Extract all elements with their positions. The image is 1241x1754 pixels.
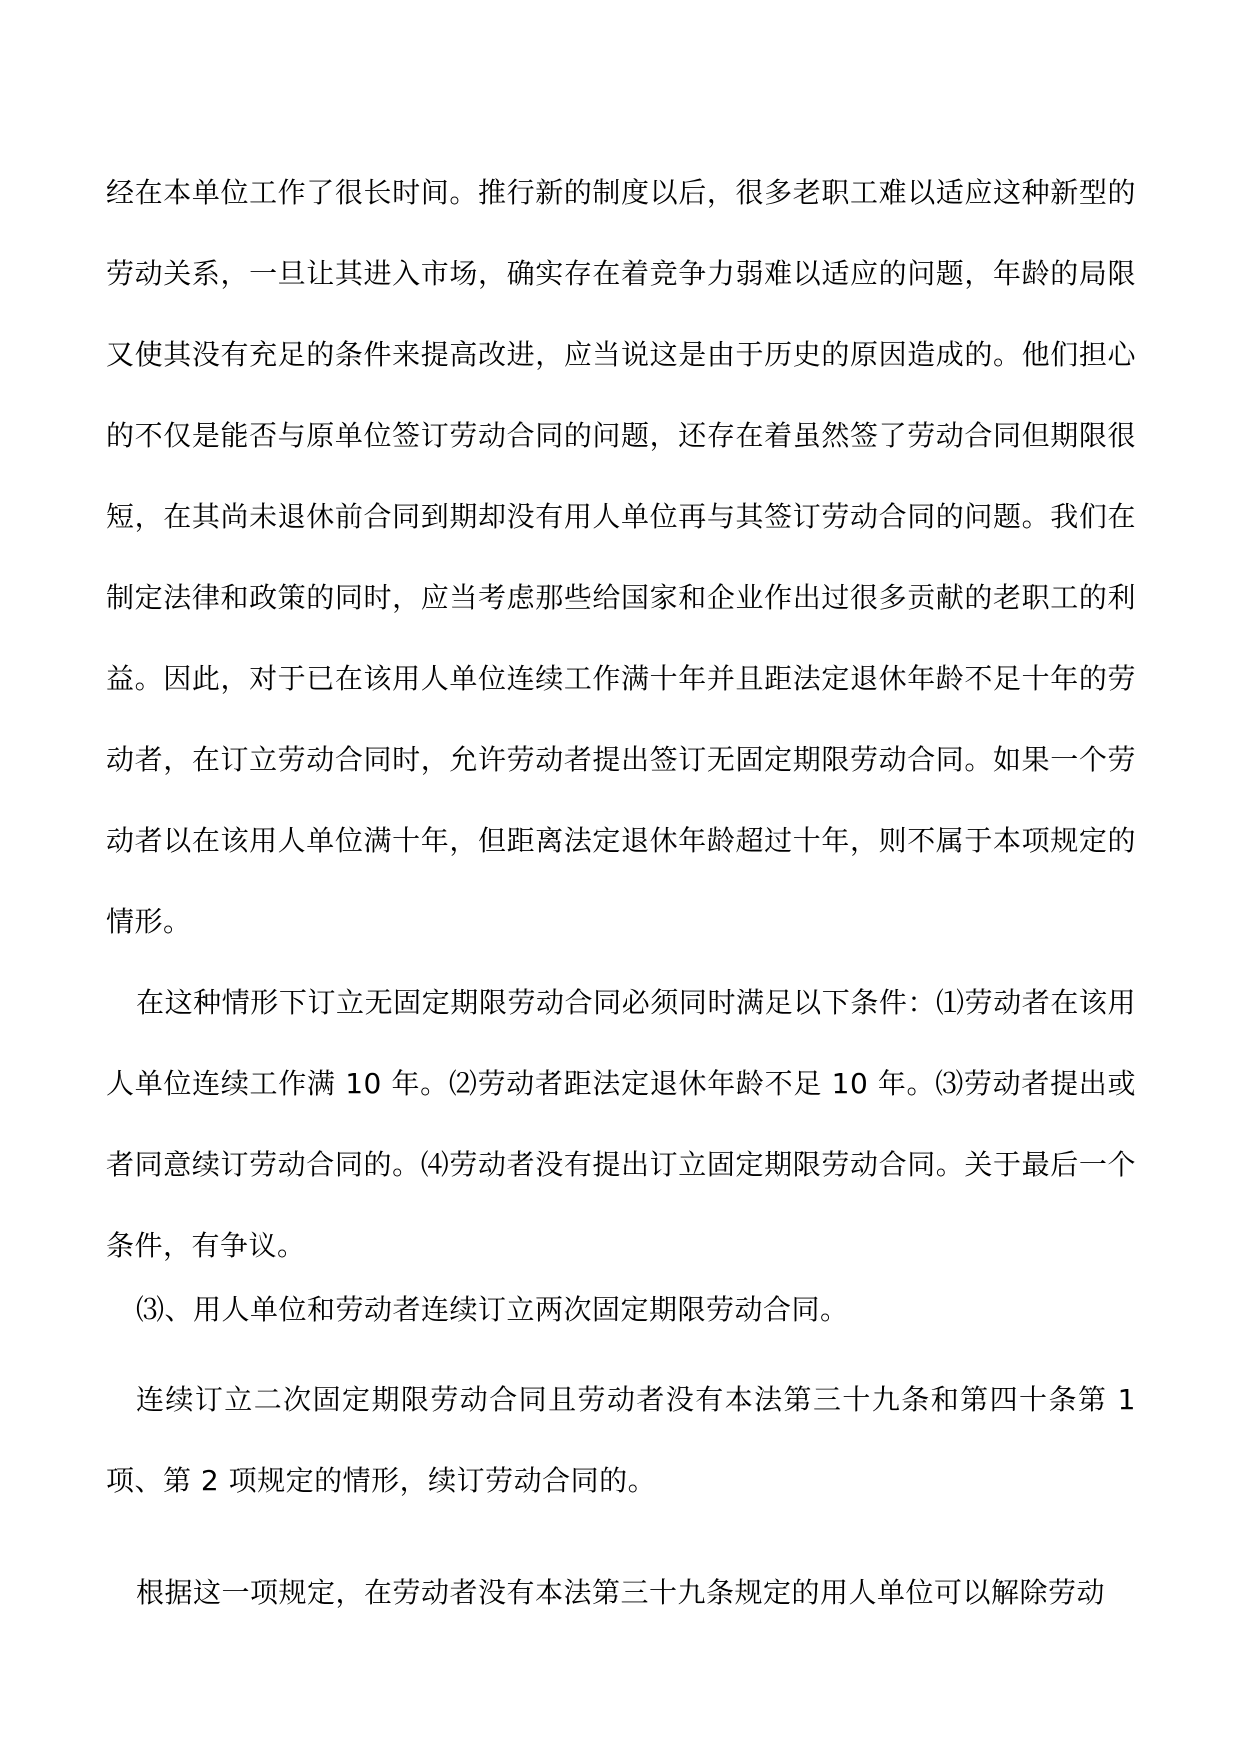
- paragraph-conditions: 在这种情形下订立无固定期限劳动合同必须同时满足以下条件：⑴劳动者在该用人单位连续工作满 10 年。⑵劳动者距法定退休年龄不足 10 年。⑶劳动者提出或者同意续订劳动合同的。⑷劳动者没有提出订立固定期限劳动合同。关于最后一个条件，有争议。: [106, 986, 1136, 1262]
- paragraph-consecutive-contracts: 连续订立二次固定期限劳动合同且劳动者没有本法第三十九条和第四十条第 1 项、第 2 项规定的情形，续订劳动合同的。: [106, 1383, 1136, 1497]
- paragraph-item-heading: ⑶、用人单位和劳动者连续订立两次固定期限劳动合同。: [136, 1293, 849, 1326]
- paragraph-continuation: 经在本单位工作了很长时间。推行新的制度以后，很多老职工难以适应这种新型的劳动关系，一旦让其进入市场，确实存在着竞争力弱难以适应的问题，年龄的局限又使其没有充足的条件来提高改进，应当说这是由于历史的原因造成的。他们担心的不仅是能否与原单位签订劳动合同的问题，还存在着虽然签了劳动合同但期限很短，在其尚未退休前合同到期却没有用人单位再与其签订劳动合同的问题。我们在制定法律和政策的同时，应当考虑那些给国家和企业作出过很多贡献的老职工的利益。因此，对于已在该用人单位连续工作满十年并且距法定退休年龄不足十年的劳动者，在订立劳动合同时，允许劳动者提出签订无固定期限劳动合同。如果一个劳动者以在该用人单位满十年，但距离法定退休年龄超过十年，则不属于本项规定的情形。: [106, 176, 1136, 938]
- paragraph-provision-note: 根据这一项规定，在劳动者没有本法第三十九条规定的用人单位可以解除劳动: [136, 1576, 1106, 1609]
